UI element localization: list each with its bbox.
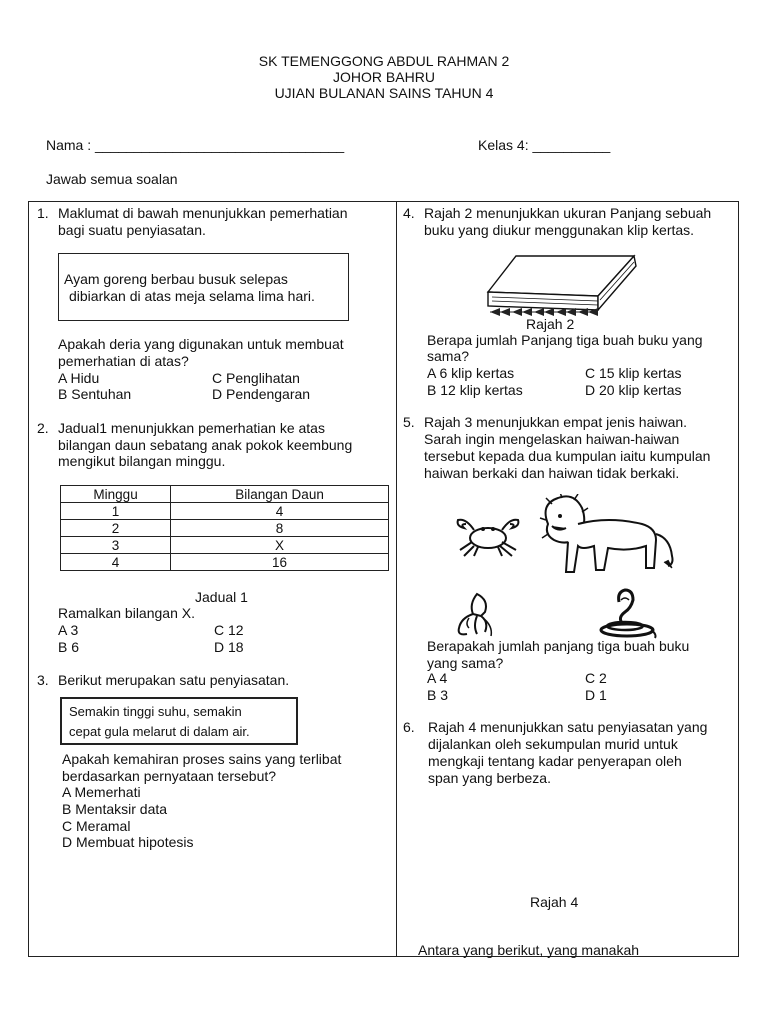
- table-header: Bilangan Daun: [171, 486, 389, 503]
- table-cell: 16: [171, 554, 389, 571]
- q5-text-3: tersebut kepada dua kumpulan iaitu kumpulan: [424, 448, 711, 464]
- q2-option-b: B 6: [58, 639, 80, 655]
- q4-text-1: Rajah 2 menunjukkan ukuran Panjang sebuah: [424, 205, 712, 221]
- q4-ask-1: Berapa jumlah Panjang tiga buah buku yang: [427, 332, 703, 348]
- q1-ask-2: pemerhatian di atas?: [58, 353, 189, 369]
- q5-ask-1: Berapakah jumlah panjang tiga buah buku: [427, 638, 690, 654]
- table-cell: 4: [61, 554, 171, 571]
- table-row: [61, 554, 389, 571]
- table-header: Minggu: [61, 486, 171, 503]
- book-clips-image: [486, 250, 638, 320]
- q5-option-a: A 4: [427, 670, 448, 686]
- q3-option-c: C Meramal: [62, 818, 131, 834]
- q3-ask-2: berdasarkan pernyataan tersebut?: [62, 768, 277, 784]
- instruction: Jawab semua soalan: [46, 171, 178, 187]
- lion-icon: [538, 494, 678, 576]
- q4-text-2: buku yang diukur menggunakan klip kertas.: [424, 222, 695, 238]
- q1-option-a: A Hidu: [58, 370, 100, 386]
- q6-text-1: Rajah 4 menunjukkan satu penyiasatan yang: [428, 719, 708, 735]
- q4-option-c: C 15 klip kertas: [585, 365, 682, 381]
- class-field: Kelas 4: __________: [478, 137, 611, 153]
- exam-title: UJIAN BULANAN SAINS TAHUN 4: [274, 85, 494, 101]
- q1-option-c: C Penglihatan: [212, 370, 300, 386]
- q2-text-1: Jadual1 menunjukkan pemerhatian ke atas: [58, 420, 325, 436]
- q1-option-d: D Pendengaran: [212, 386, 311, 402]
- table-cell: 1: [61, 503, 171, 520]
- q5-ask-2: yang sama?: [427, 655, 504, 671]
- name-field: Nama : ________________________________: [46, 137, 345, 153]
- q4-caption: Rajah 2: [526, 316, 575, 332]
- q4-number: 4.: [403, 205, 415, 221]
- q3-option-b: B Mentaksir data: [62, 801, 168, 817]
- q1-box-text-2: dibiarkan di atas meja selama lima hari.: [69, 288, 315, 304]
- q3-box-text-2: cepat gula melarut di dalam air.: [69, 724, 250, 739]
- crab-icon: [452, 510, 524, 558]
- q5-text-4: haiwan berkaki dan haiwan tidak berkaki.: [424, 465, 680, 481]
- q6-ask: Antara yang berikut, yang manakah: [418, 942, 640, 958]
- table-row: [61, 537, 389, 554]
- q1-info-box: [58, 253, 349, 321]
- table-cell: 3: [61, 537, 171, 554]
- q3-text-1: Berikut merupakan satu penyiasatan.: [58, 672, 290, 688]
- q6-text-2: dijalankan oleh sekumpulan murid untuk: [428, 736, 678, 752]
- q2-option-d: D 18: [214, 639, 244, 655]
- school-name: SK TEMENGGONG ABDUL RAHMAN 2: [258, 53, 510, 69]
- q2-table: [60, 485, 389, 571]
- q3-ask-1: Apakah kemahiran proses sains yang terlibat: [62, 751, 342, 767]
- table-header-row: [61, 486, 389, 503]
- q6-text-4: span yang berbeza.: [428, 770, 551, 786]
- q1-option-b: B Sentuhan: [58, 386, 132, 402]
- q3-box-text-1: Semakin tinggi suhu, semakin: [69, 704, 242, 719]
- q5-number: 5.: [403, 414, 415, 430]
- q2-option-c: C 12: [214, 622, 244, 638]
- q5-option-c: C 2: [585, 670, 607, 686]
- table-row: [61, 503, 389, 520]
- q5-text-2: Sarah ingin mengelaskan haiwan-haiwan: [424, 431, 680, 447]
- q5-option-b: B 3: [427, 687, 449, 703]
- table-row: [61, 520, 389, 537]
- snake-icon: [597, 588, 657, 640]
- q1-number: 1.: [37, 205, 49, 221]
- squid-icon: [455, 592, 497, 638]
- q2-option-a: A 3: [58, 622, 79, 638]
- q3-number: 3.: [37, 672, 49, 688]
- q4-option-d: D 20 klip kertas: [585, 382, 682, 398]
- school-city: JOHOR BAHRU: [333, 69, 435, 85]
- table-cell: 2: [61, 520, 171, 537]
- q3-option-d: D Membuat hipotesis: [62, 834, 194, 850]
- column-divider: [396, 201, 397, 957]
- table-cell: 4: [171, 503, 389, 520]
- table-cell: X: [171, 537, 389, 554]
- q1-text-1: Maklumat di bawah menunjukkan pemerhatian: [58, 205, 348, 221]
- q5-option-d: D 1: [585, 687, 607, 703]
- q5-text-1: Rajah 3 menunjukkan empat jenis haiwan.: [424, 414, 688, 430]
- q2-ask: Ramalkan bilangan X.: [58, 605, 195, 621]
- q4-option-b: B 12 klip kertas: [427, 382, 523, 398]
- q4-option-a: A 6 klip kertas: [427, 365, 515, 381]
- q6-number: 6.: [403, 719, 415, 735]
- q4-ask-2: sama?: [427, 348, 470, 364]
- q2-text-3: mengikut bilangan minggu.: [58, 453, 226, 469]
- q6-caption: Rajah 4: [530, 894, 579, 910]
- q6-text-3: mengkaji tentang kadar penyerapan oleh: [428, 753, 682, 769]
- table-cell: 8: [171, 520, 389, 537]
- q2-text-2: bilangan daun sebatang anak pokok keembung: [58, 437, 353, 453]
- q1-ask-1: Apakah deria yang digunakan untuk membuat: [58, 336, 344, 352]
- q1-text-2: bagi suatu penyiasatan.: [58, 222, 206, 238]
- q2-caption: Jadual 1: [195, 589, 248, 605]
- q3-option-a: A Memerhati: [62, 784, 141, 800]
- q1-box-text-1: Ayam goreng berbau busuk selepas: [64, 271, 288, 287]
- q2-number: 2.: [37, 420, 49, 436]
